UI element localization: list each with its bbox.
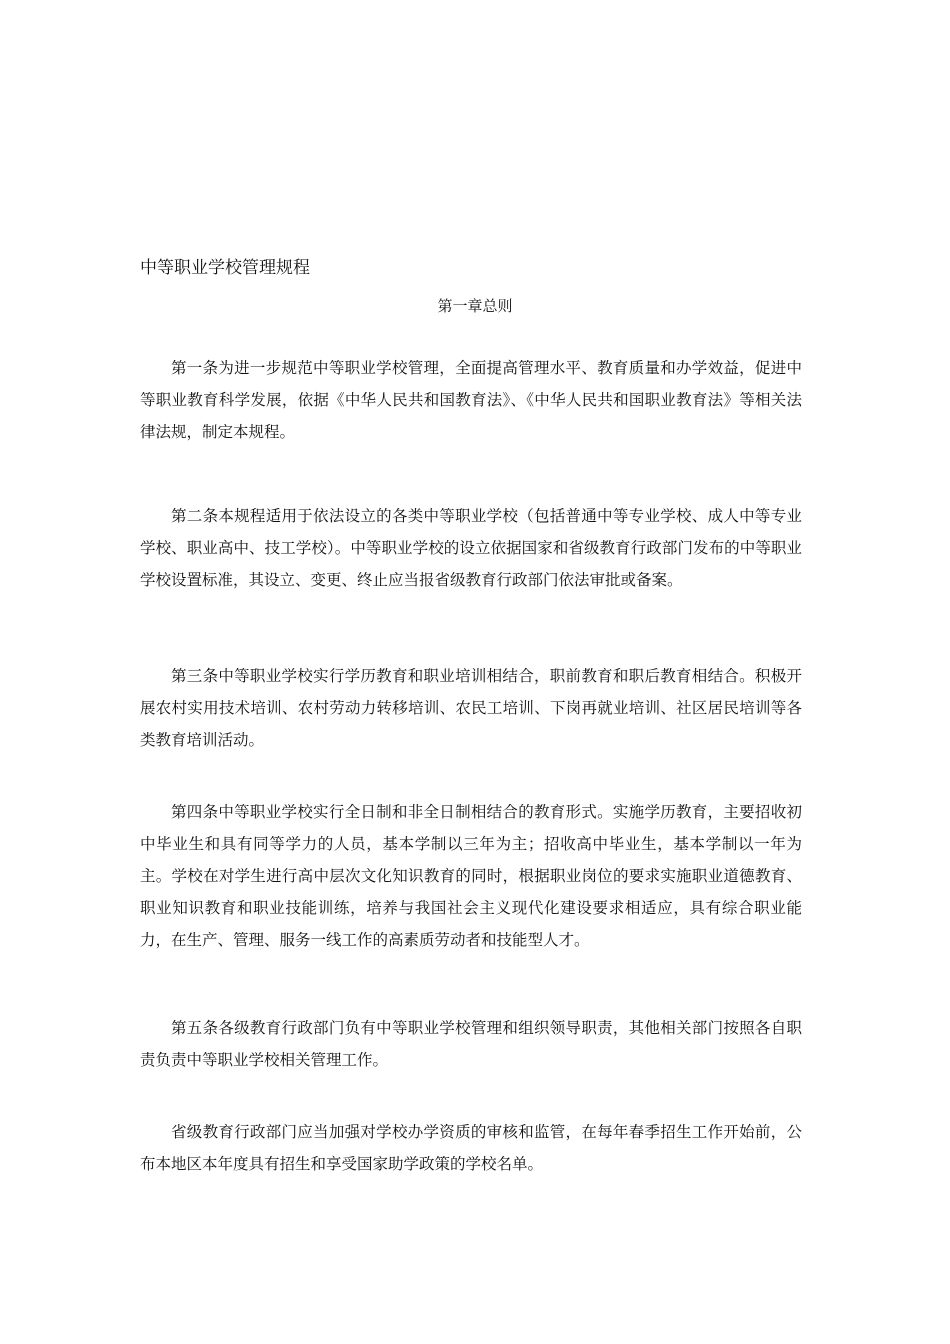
paragraph-article-5: 第五条各级教育行政部门负有中等职业学校管理和组织领导职责，其他相关部门按照各自职责负责中等职业学校相关管理工作。 [140, 1019, 802, 1069]
chapter-title: 第一章总则 [437, 297, 513, 315]
paragraph-article-3: 第三条中等职业学校实行学历教育和职业培训相结合，职前教育和职后教育相结合。积极开展农村实用技术培训、农村劳动力转移培训、农民工培训、下岗再就业培训、社区居民培训等各类教育培训活动。 [140, 667, 802, 749]
paragraph-article-2: 第二条本规程适用于依法设立的各类中等职业学校（包括普通中等专业学校、成人中等专业学校、职业高中、技工学校）。中等职业学校的设立依据国家和省级教育行政部门发布的中等职业学校设置标准，其设立、变更、终止应当报省级教育行政部门依法审批或备案。 [140, 507, 802, 589]
paragraph-article-1: 第一条为进一步规范中等职业学校管理，全面提高管理水平、教育质量和办学效益，促进中等职业教育科学发展，依据《中华人民共和国教育法》、《中华人民共和国职业教育法》等相关法律法规，制定本规程。 [140, 359, 802, 441]
paragraph-article-4: 第四条中等职业学校实行全日制和非全日制相结合的教育形式。实施学历教育，主要招收初中毕业生和具有同等学力的人员，基本学制以三年为主；招收高中毕业生，基本学制以一年为主。学校在对学生进行高中层次文化知识教育的同时，根据职业岗位的要求实施职业道德教育、职业知识教育和职业技能训练，培养与我国社会主义现代化建设要求相适应，具有综合职业能力，在生产、管理、服务一线工作的高素质劳动者和技能型人才。 [140, 803, 802, 949]
document-title: 中等职业学校管理规程 [140, 258, 310, 278]
paragraph-article-5-continued: 省级教育行政部门应当加强对学校办学资质的审核和监管，在每年春季招生工作开始前，公布本地区本年度具有招生和享受国家助学政策的学校名单。 [140, 1123, 802, 1173]
